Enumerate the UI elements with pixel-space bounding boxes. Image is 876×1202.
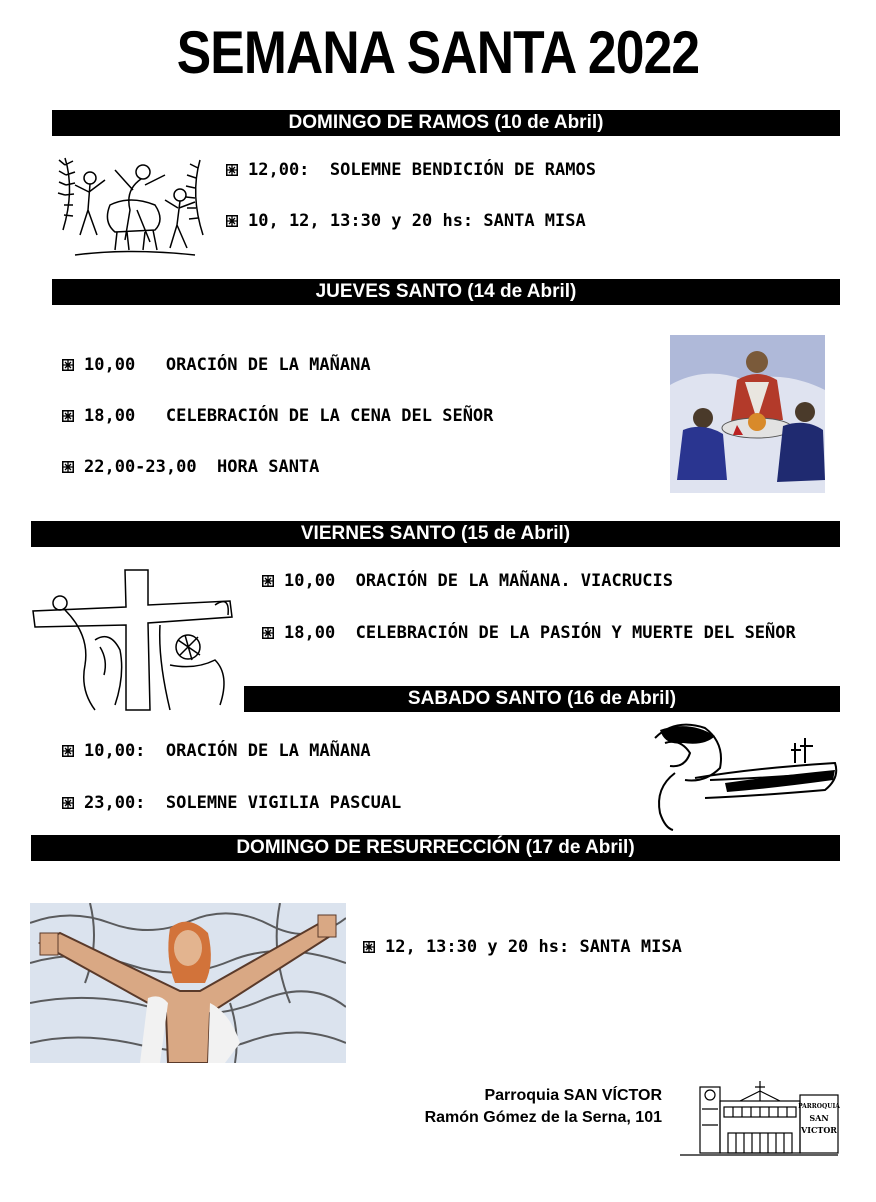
pieta-drawing [635,718,842,839]
resurreccion-item-1 [363,937,682,957]
parish-name: Parroquia SAN VÍCTOR [484,1087,662,1104]
viernes-item-text: 10,00 ORACIÓN DE LA MAÑANA. VIACRUCIS [284,571,673,591]
parish-address: Ramón Gómez de la Serna, 101 [424,1109,662,1126]
sabado-item-2 [62,793,401,813]
section-header-resurreccion: DOMINGO DE RESURRECCIÓN (17 de Abril) [31,835,840,861]
sabado-item-text: 23,00: SOLEMNE VIGILIA PASCUAL [84,793,402,813]
jueves-item-text: 22,00-23,00 HORA SANTA [84,457,320,477]
cross-bullet-icon [226,164,238,176]
cross-bullet-icon [62,461,74,473]
cross-bullet-icon [62,359,74,371]
jueves-item-text: 10,00 ORACIÓN DE LA MAÑANA [84,355,371,375]
ramos-item-text: 12,00: SOLEMNE BENDICIÓN DE RAMOS [248,160,596,180]
logo-text-line-1: PARROQUIA [798,1103,840,1110]
section-header-ramos: DOMINGO DE RAMOS (10 de Abril) [52,110,840,136]
jueves-item-text: 18,00 CELEBRACIÓN DE LA CENA DEL SEÑOR [84,406,494,426]
palm-sunday-drawing [55,150,210,265]
sabado-item-1 [62,741,371,761]
section-header-jueves: JUEVES SANTO (14 de Abril) [52,279,840,305]
section-header-viernes: VIERNES SANTO (15 de Abril) [31,521,840,547]
cross-bullet-icon [262,575,274,587]
cross-bullet-icon [226,215,238,227]
parish-building-logo [678,1075,844,1164]
sabado-item-text: 10,00: ORACIÓN DE LA MAÑANA [84,741,371,761]
last-supper-painting [665,330,830,503]
section-header-sabado: SABADO SANTO (16 de Abril) [244,686,840,712]
ramos-item-text: 10, 12, 13:30 y 20 hs: SANTA MISA [248,211,586,231]
risen-christ-stained-glass [30,903,346,1068]
jueves-item-2 [62,406,493,426]
viernes-item-text: 18,00 CELEBRACIÓN DE LA PASIÓN Y MUERTE DEL SEÑOR [284,623,796,643]
viernes-item-2 [262,623,796,643]
logo-text-line-2: SAN [809,1113,829,1123]
ramos-item-2 [226,211,586,231]
cross-carrying-drawing [30,565,240,718]
ramos-item-1 [226,160,596,180]
viernes-item-1 [262,571,673,591]
cross-bullet-icon [62,410,74,422]
page-title: SEMANA SANTA 2022 [176,19,700,86]
cross-bullet-icon [363,941,375,953]
jueves-item-3 [62,457,319,477]
cross-bullet-icon [262,627,274,639]
cross-bullet-icon [62,797,74,809]
cross-bullet-icon [62,745,74,757]
resurreccion-item-text: 12, 13:30 y 20 hs: SANTA MISA [385,937,682,957]
logo-text-line-3: VICTOR [801,1125,837,1135]
jueves-item-1 [62,355,371,375]
